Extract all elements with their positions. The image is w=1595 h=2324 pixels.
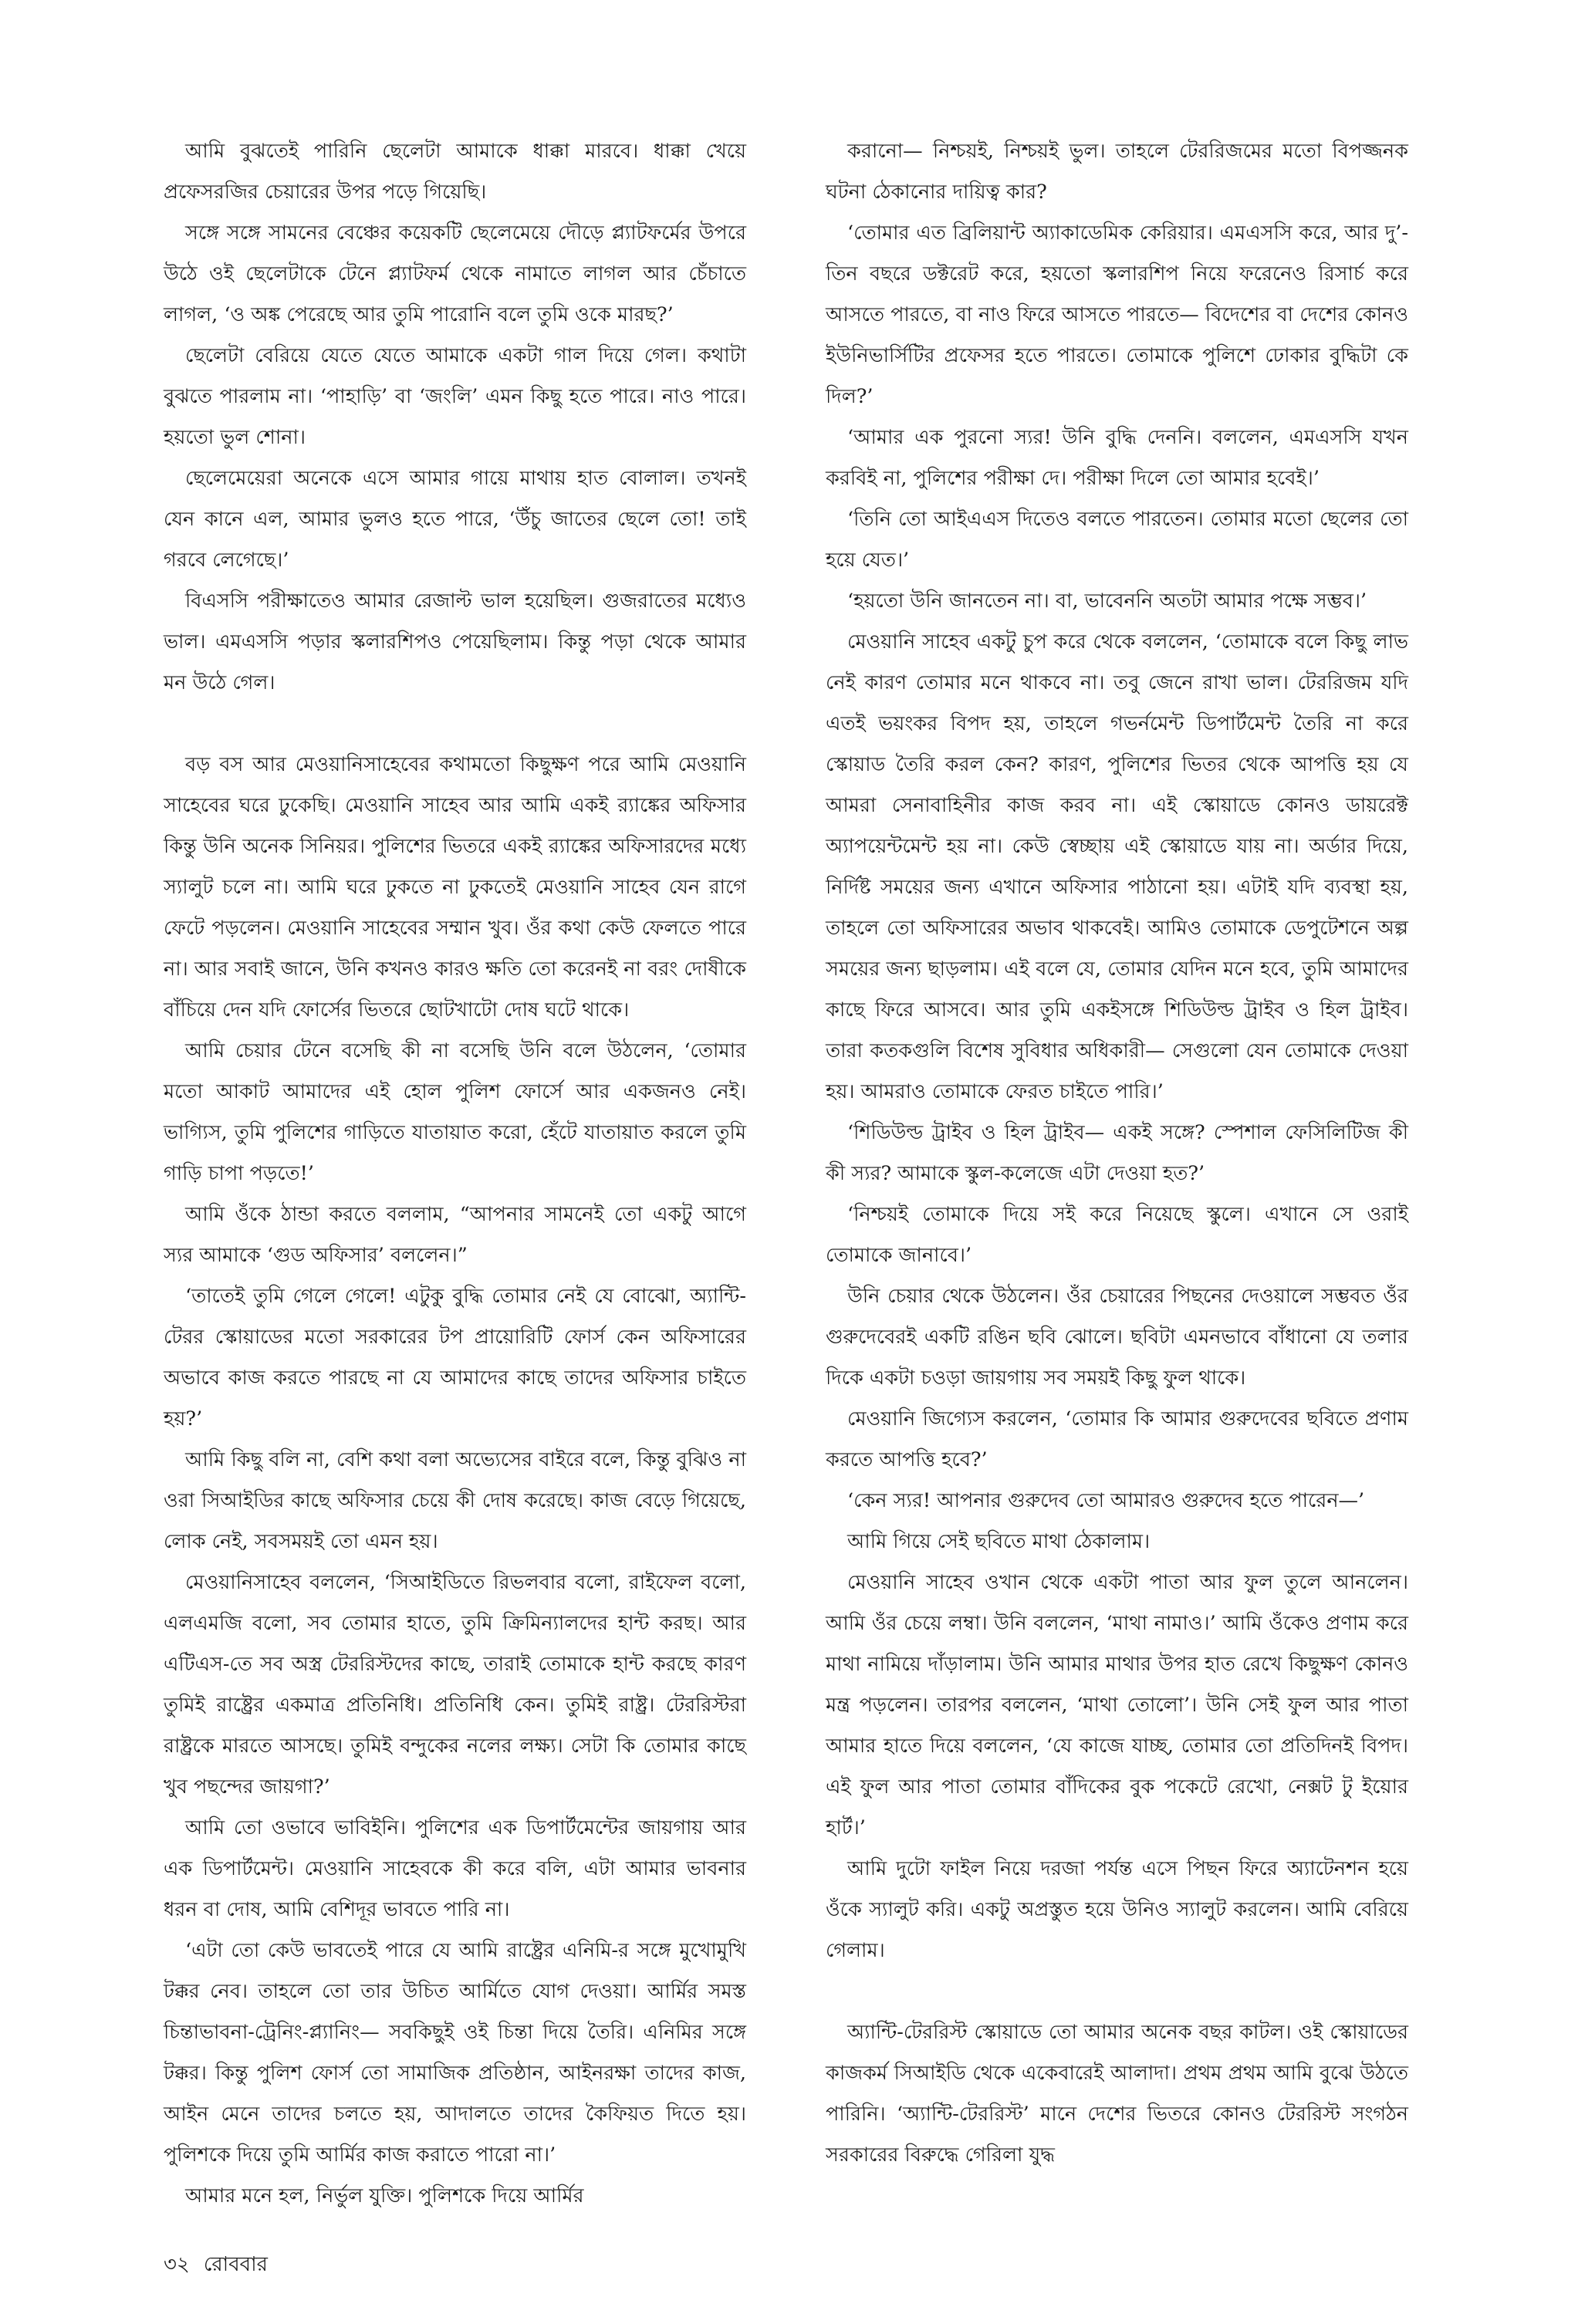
paragraph: আমি দুটো ফাইল নিয়ে দরজা পর্যন্ত এসে পিছন ফিরে অ্যাটেনশন হয়ে ওঁকে স্যালুট করি। একটু অপ্রস্তুত হয়ে উনিও স্যালুট করলেন। আমি বেরিয়ে গেলাম। <box>826 1857 1408 1962</box>
paragraph: আমি চেয়ার টেনে বসেছি কী না বসেছি উনি বলে উঠলেন, ‘তোমার মতো আকাট আমাদের এই হোল পুলিশ ফোর্সে আর একজনও নেই। ভাগ্যিস, তুমি পুলিশের গাড়িতে যাতায়াত করো, হেঁটে যাতায়াত করলে তুমি গাড়ি চাপা পড়তে!’ <box>164 1039 746 1185</box>
paragraph: ‘তাতেই তুমি গেলে গেলে! এটুকু বুদ্ধি তোমার নেই যে বোঝো, অ্যান্টি-টেরর স্কোয়াডের মতো সরকারের টপ প্রায়োরিটি ফোর্স কেন অফিসারের অভাবে কাজ করতে পারছে না যে আমাদের কাছে তাদের অফিসার চাইতে হয়?’ <box>164 1285 746 1431</box>
paragraph: ‘হয়তো উনি জানতেন না। বা, ভাবেননি অতটা আমার পক্ষে সম্ভব।’ <box>847 589 1367 613</box>
page-number: ৩২ <box>164 2253 190 2276</box>
paragraph: ‘শিডিউল্ড ট্রাইব ও হিল ট্রাইব— একই সঙ্গে? স্পেশাল ফেসিলিটিজ কী কী স্যর? আমাকে স্কুল-কলেজে এটা দেওয়া হত?’ <box>826 1121 1408 1185</box>
paragraph: আমার মনে হল, নির্ভুল যুক্তি। পুলিশকে দিয়ে আর্মির <box>185 2184 584 2207</box>
paragraph: বড় বস আর মেওয়ানিসাহেবের কথামতো কিছুক্ষণ পরে আমি মেওয়ানি সাহেবের ঘরে ঢুকেছি। মেওয়ানি সাহেব আর আমি একই র‍্যাঙ্কের অফিসার কিন্তু উনি অনেক সিনিয়র। পুলিশের ভিতরে একই র‍্যাঙ্কের অফিসারদের মধ্যে স্যালুট চলে না। আমি ঘরে ঢুকতে না ঢুকতেই মেওয়ানি সাহেব যেন রাগে ফেটে পড়লেন। মেওয়ানি সাহেবের সম্মান খুব। ওঁর কথা কেউ ফেলতে পারে না। আর সবাই জানে, উনি কখনও কারও ক্ষতি তো করেনই না বরং দোষীকে বাঁচিয়ে দেন যদি ফোর্সের ভিতরে ছোটখাটো দোষ ঘটে থাকে। <box>164 753 746 1022</box>
publication-name: রোববার <box>203 2253 268 2276</box>
paragraph: আমি কিছু বলি না, বেশি কথা বলা অভ্যেসের বাইরে বলে, কিন্তু বুঝিও না ওরা সিআইডির কাছে অফিসার চেয়ে কী দোষ করেছে। কাজ বেড়ে গিয়েছে, লোক নেই, সবসময়ই তো এমন হয়। <box>164 1448 746 1553</box>
paragraph: উনি চেয়ার থেকে উঠলেন। ওঁর চেয়ারের পিছনের দেওয়ালে সম্ভবত ওঁর গুরুদেবেরই একটি রঙিন ছবি ঝোলে। ছবিটা এমনভাবে বাঁধানো যে তলার দিকে একটা চওড়া জায়গায় সব সময়ই কিছু ফুল থাকে। <box>826 1285 1408 1390</box>
paragraph: করানো— নিশ্চয়ই, নিশ্চয়ই ভুল। তাহলে টেররিজমের মতো বিপজ্জনক ঘটনা ঠেকানোর দায়িত্ব কার? <box>826 140 1408 204</box>
paragraph: ‘নিশ্চয়ই তোমাকে দিয়ে সই করে নিয়েছে স্কুলে। এখানে সে ওরাই তোমাকে জানাবে।’ <box>826 1203 1408 1267</box>
paragraph: মেওয়ানিসাহেব বললেন, ‘সিআইডিতে রিভলবার বলো, রাইফেল বলো, এলএমজি বলো, সব তোমার হাতে, তুমি ক্রিমিন্যালদের হান্ট করছ। আর এটিএস-তে সব অস্ত্র টেররিস্টদের কাছে, তারাই তোমাকে হান্ট করছে কারণ তুমিই রাষ্ট্রের একমাত্র প্রতিনিধি। প্রতিনিধি কেন। তুমিই রাষ্ট্র। টেররিস্টরা রাষ্ট্রকে মারতে আসছে। তুমিই বন্দুকের নলের লক্ষ্য। সেটা কি তোমার কাছে খুব পছন্দের জায়গা?’ <box>164 1571 746 1799</box>
section-break <box>826 1971 1408 2012</box>
paragraph: আমি তো ওভাবে ভাবিইনি। পুলিশের এক ডিপার্টমেন্টের জায়গায় আর এক ডিপার্টমেন্ট। মেওয়ানি সাহেবকে কী করে বলি, এটা আমার ভাবনার ধরন বা দোষ, আমি বেশিদূর ভাবতে পারি না। <box>164 1816 746 1921</box>
left-column <box>164 131 746 2217</box>
paragraph: অ্যান্টি-টেররিস্ট স্কোয়াডে তো আমার অনেক বছর কাটল। ওই স্কোয়াডের কাজকর্ম সিআইডি থেকে একেবারেই আলাদা। প্রথম প্রথম আমি বুঝে উঠতে পারিনি। ‘অ্যান্টি-টেররিস্ট’ মানে দেশের ভিতরে কোনও টেররিস্ট সংগঠন সরকারের বিরুদ্ধে গেরিলা যুদ্ধ <box>826 2021 1408 2167</box>
paragraph: মেওয়ানি সাহেব একটু চুপ করে থেকে বললেন, ‘তোমাকে বলে কিছু লাভ নেই কারণ তোমার মনে থাকবে না। তবু জেনে রাখা ভাল। টেররিজম যদি এতই ভয়ংকর বিপদ হয়, তাহলে গভর্নমেন্ট ডিপার্টমেন্ট তৈরি না করে স্কোয়াড তৈরি করল কেন? কারণ, পুলিশের ভিতর থেকে আপত্তি হয় যে আমরা সেনাবাহিনীর কাজ করব না। এই স্কোয়াডে কোনও ডায়রেক্ট অ্যাপয়েন্টমেন্ট হয় না। কেউ স্বেচ্ছায় এই স্কোয়াডে যায় না। অর্ডার দিয়ে, নির্দিষ্ট সময়ের জন্য এখানে অফিসার পাঠানো হয়। এটাই যদি ব্যবস্থা হয়, তাহলে তো অফিসারের অভাব থাকবেই। আমিও তোমাকে ডেপুটেশনে অল্প সময়ের জন্য ছাড়লাম। এই বলে যে, তোমার যেদিন মনে হবে, তুমি আমাদের কাছে ফিরে আসবে। আর তুমি একইসঙ্গে শিডিউল্ড ট্রাইব ও হিল ট্রাইব। তারা কতকগুলি বিশেষ সুবিধার অধিকারী— সেগুলো যেন তোমাকে দেওয়া হয়। আমরাও তোমাকে ফেরত চাইতে পারি।’ <box>826 630 1408 1103</box>
section-break <box>164 704 746 745</box>
paragraph: মেওয়ানি সাহেব ওখান থেকে একটা পাতা আর ফুল তুলে আনলেন। আমি ওঁর চেয়ে লম্বা। উনি বললেন, ‘মাথা নামাও।’ আমি ওঁকেও প্রণাম করে মাথা নামিয়ে দাঁড়ালাম। উনি আমার মাথার উপর হাত রেখে কিছুক্ষণ কোনও মন্ত্র পড়লেন। তারপর বললেন, ‘মাথা তোলো’। উনি সেই ফুল আর পাতা আমার হাতে দিয়ে বললেন, ‘যে কাজে যাচ্ছ, তোমার তো প্রতিদিনই বিপদ। এই ফুল আর পাতা তোমার বাঁদিকের বুক পকেটে রেখো, নেক্সট টু ইয়োর হার্ট।’ <box>826 1571 1408 1839</box>
paragraph: আমি বুঝতেই পারিনি ছেলেটা আমাকে ধাক্কা মারবে। ধাক্কা খেয়ে প্রফেসরজির চেয়ারের উপর পড়ে গিয়েছি। <box>164 140 746 204</box>
paragraph: সঙ্গে সঙ্গে সামনের বেঞ্চের কয়েকটি ছেলেমেয়ে দৌড়ে প্ল্যাটফর্মের উপরে উঠে ওই ছেলেটাকে টেনে প্ল্যাটফর্ম থেকে নামাতে লাগল আর চেঁচাতে লাগল, ‘ও অঙ্ক পেরেছে আর তুমি পারোনি বলে তুমি ওকে মারছ?’ <box>164 221 746 326</box>
right-column <box>826 131 1408 2176</box>
paragraph: ‘তোমার এত ব্রিলিয়ান্ট অ্যাকাডেমিক কেরিয়ার। এমএসসি করে, আর দু’-তিন বছরে ডক্টরেট করে, হয়তো স্কলারশিপ নিয়ে ফরেনেও রিসার্চ করে আসতে পারতে, বা নাও ফিরে আসতে পারতে— বিদেশের বা দেশের কোনও ইউনিভার্সিটির প্রফেসর হতে পারতে। তোমাকে পুলিশে ঢোকার বুদ্ধিটা কে দিল?’ <box>826 221 1408 408</box>
paragraph: ‘এটা তো কেউ ভাবতেই পারে যে আমি রাষ্ট্রের এনিমি-র সঙ্গে মুখোমুখি টক্কর নেব। তাহলে তো তার উচিত আর্মিতে যোগ দেওয়া। আর্মির সমস্ত চিন্তাভাবনা-ট্রেনিং-প্ল্যানিং— সবকিছুই ওই চিন্তা দিয়ে তৈরি। এনিমির সঙ্গে টক্কর। কিন্তু পুলিশ ফোর্স তো সামাজিক প্রতিষ্ঠান, আইনরক্ষা তাদের কাজ, আইন মেনে তাদের চলতে হয়, আদালতে তাদের কৈফিয়ত দিতে হয়। পুলিশকে দিয়ে তুমি আর্মির কাজ করাতে পারো না।’ <box>164 1939 746 2167</box>
paragraph: ‘তিনি তো আইএএস দিতেও বলতে পারতেন। তোমার মতো ছেলের তো হয়ে যেত।’ <box>826 508 1408 572</box>
paragraph: আমি গিয়ে সেই ছবিতে মাথা ঠেকালাম। <box>847 1530 1151 1553</box>
paragraph: ‘কেন স্যর! আপনার গুরুদেব তো আমারও গুরুদেব হতে পারেন—’ <box>847 1489 1365 1512</box>
paragraph: আমি ওঁকে ঠান্ডা করতে বললাম, “আপনার সামনেই তো একটু আগে স্যর আমাকে ‘গুড অফিসার’ বললেন।” <box>164 1203 746 1267</box>
paragraph: ‘আমার এক পুরনো স্যর! উনি বুদ্ধি দেননি। বললেন, এমএসসি যখন করবিই না, পুলিশের পরীক্ষা দে। পরীক্ষা দিলে তো আমার হবেই।’ <box>826 426 1408 490</box>
paragraph: ছেলেমেয়েরা অনেকে এসে আমার গায়ে মাথায় হাত বোলাল। তখনই যেন কানে এল, আমার ভুলও হতে পারে, ‘উঁচু জাতের ছেলে তো! তাই গরবে লেগেছে।’ <box>164 467 746 572</box>
paragraph: বিএসসি পরীক্ষাতেও আমার রেজাল্ট ভাল হয়েছিল। গুজরাতের মধ্যেও ভাল। এমএসসি পড়ার স্কলারশিপও পেয়েছিলাম। কিন্তু পড়া থেকে আমার মন উঠে গেল। <box>164 589 746 694</box>
paragraph: ছেলেটা বেরিয়ে যেতে যেতে আমাকে একটা গাল দিয়ে গেল। কথাটা বুঝতে পারলাম না। ‘পাহাড়ি’ বা ‘জংলি’ এমন কিছু হতে পারে। নাও পারে। হয়তো ভুল শোনা। <box>164 344 746 449</box>
paragraph: মেওয়ানি জিগ্যেস করলেন, ‘তোমার কি আমার গুরুদেবের ছবিতে প্রণাম করতে আপত্তি হবে?’ <box>826 1407 1408 1471</box>
page-footer <box>164 2249 282 2280</box>
